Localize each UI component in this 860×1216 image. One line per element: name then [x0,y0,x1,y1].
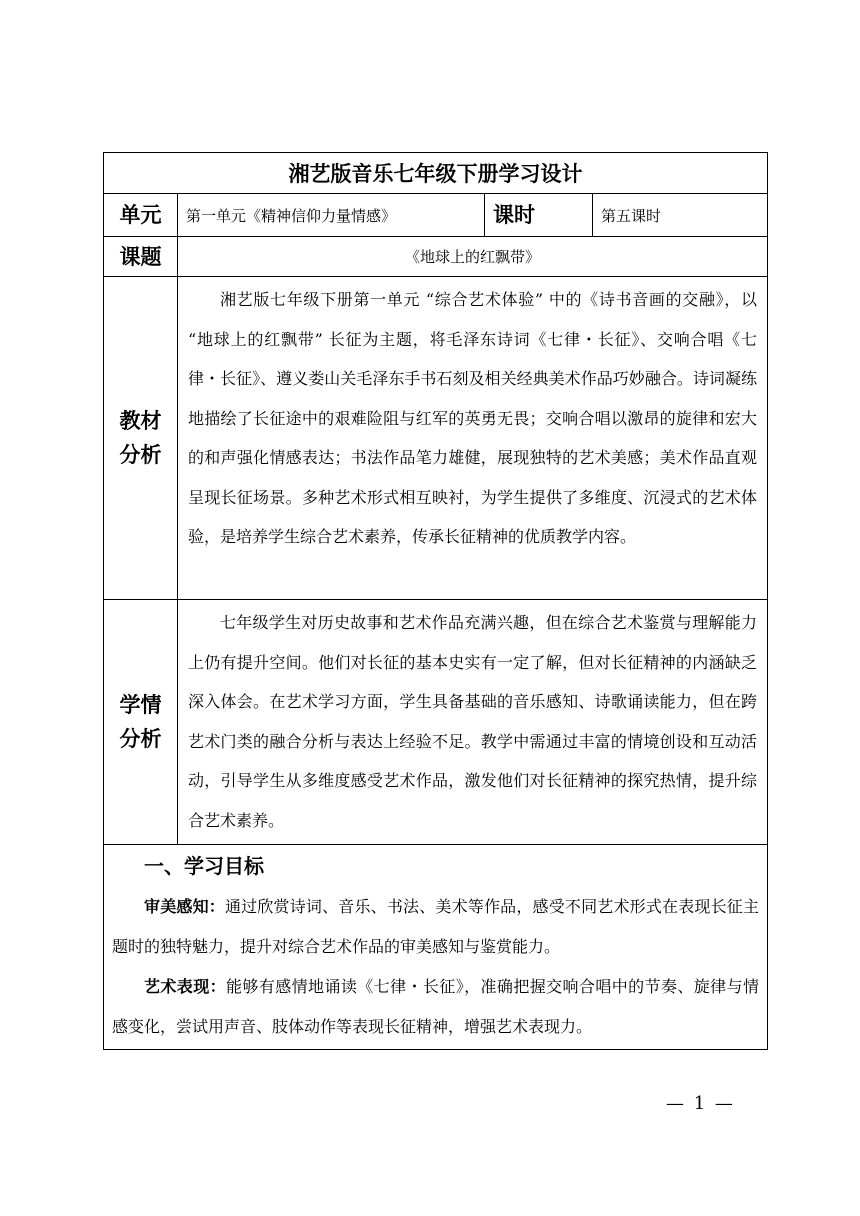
material-analysis-label-line2: 分析 [119,443,162,467]
student-analysis-label-line1: 学情 [119,693,162,717]
objective-aesthetic-label: 审美感知： [144,897,225,916]
unit-label: 单元 [104,194,178,237]
student-analysis-text: 七年级学生对历史故事和艺术作品充满兴趣，但在综合艺术鉴赏与理解能力上仍有提升空间。他们对长征的基本史实有一定了解，但对长征精神的内涵缺乏深入体会。在艺术学习方面，学生具备基础的音乐感知、诗歌诵读能力，但在跨艺术门类的融合分析与表达上经验不足。教学中需通过丰富的情境创设和互动活动，引导学生从多维度感受艺术作品，激发他们对长征精神的探究热情，提升综合艺术素养。 [188,613,757,830]
objective-expression [104,967,767,1049]
objective-expression-label: 艺术表现： [144,977,227,996]
material-analysis-label-line1: 教材 [119,409,162,433]
student-analysis-label-line2: 分析 [119,727,162,751]
material-analysis-text-cell [178,277,768,600]
period-label: 课时 [485,194,593,237]
objective-aesthetic [104,887,767,967]
page-number: — 1 — [666,1093,735,1114]
objective-expression-text: 能够有感情地诵读《七律・长征》，准确把握交响合唱中的节奏、旋律与情感变化，尝试用声音、肢体动作等表现长征精神，增强艺术表现力。 [112,977,759,1036]
student-analysis-text-cell [178,600,768,845]
material-analysis-label [104,277,178,600]
lesson-design-table [103,152,768,1050]
topic-label: 课题 [104,237,178,277]
document-title: 湘艺版音乐七年级下册学习设计 [104,153,768,194]
material-analysis-text: 湘艺版七年级下册第一单元 “综合艺术体验” 中的《诗书音画的交融》，以 “地球上的红飘带” 长征为主题，将毛泽东诗词《七律・长征》、交响合唱《七律・长征》、遵义娄山关毛泽东手书石刻及相关经典美术作品巧妙融合。诗词凝练地描绘了长征途中的艰难险阻与红军的英勇无畏；交响合唱以激昂的旋律和宏大的和声强化情感表达；书法作品笔力雄健，展现独特的艺术美感；美术作品直观呈现长征场景。多种艺术形式相互映衬，为学生提供了多维度、沉浸式的艺术体验，是培养学生综合艺术素养，传承长征精神的优质教学内容。 [188,290,757,546]
student-analysis-label [104,600,178,845]
objectives-section [104,845,768,1050]
objective-aesthetic-text: 通过欣赏诗词、音乐、书法、美术等作品，感受不同艺术形式在表现长征主题时的独特魅力，提升对综合艺术作品的审美感知与鉴赏能力。 [112,897,759,956]
unit-value: 第一单元《精神信仰力量情感》 [178,194,485,237]
period-value: 第五课时 [593,194,768,237]
topic-value: 《地球上的红飘带》 [178,237,768,277]
objectives-heading: 一、学习目标 [144,854,264,878]
